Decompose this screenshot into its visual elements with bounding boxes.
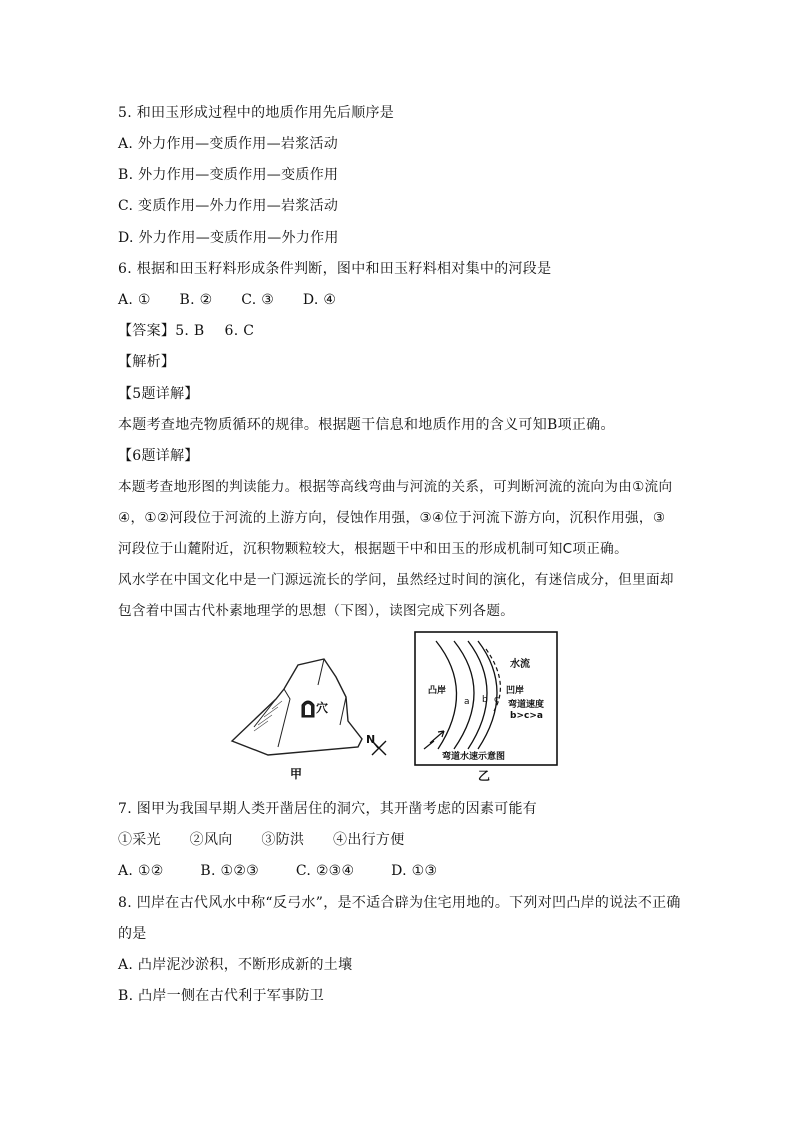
q7-factor-2: ②风向 [189,832,233,848]
detail6-line-3: 河段位于山麓附近，沉积物颗粒较大，根据题干中和田玉的形成机制可知C项正确。 [118,541,628,557]
cave-label: 穴 [316,701,329,715]
q5-option-c: C. 变质作用—外力作用—岩浆活动 [118,198,339,214]
figure-jia [228,655,398,785]
q8-option-b: B. 凸岸一侧在古代利于军事防卫 [118,988,324,1004]
q8-stem-line-1: 8. 凹岸在古代风水中称“反弓水”，是不适合辟为住宅用地的。下列对凹凸岸的说法不正确 [118,895,681,911]
q6-stem: 6. 根据和田玉籽料形成条件判断，图中和田玉籽料相对集中的河段是 [118,261,552,277]
intro-line-2: 包含着中国古代朴素地理学的思想（下图），读图完成下列各题。 [118,603,515,619]
q5-option-a: A. 外力作用—变质作用—岩浆活动 [118,136,339,152]
q7-options [118,861,437,881]
q7-factor-4: ④出行方便 [333,832,405,848]
q7-factor-1: ①采光 [118,832,161,848]
q5-option-d: D. 外力作用—变质作用—外力作用 [118,230,339,246]
q5-option-b: B. 外力作用—变质作用—变质作用 [118,167,339,183]
answer-6: 6. C [224,323,255,339]
q6-option-c: C. ③ [241,292,275,308]
q6-option-b: B. ② [179,292,213,308]
letter-a-label: a [464,697,470,707]
q8-option-a: A. 凸岸泥沙淤积，不断形成新的土壤 [118,957,353,973]
figure-yi [414,631,558,781]
north-label: N [366,733,376,746]
speed-title-label: 弯道速度 [508,700,545,710]
analysis-header: 【解析】 [118,354,176,370]
diagram-title-label: 弯道水速示意图 [442,752,506,762]
water-flow-label: 水流 [510,659,530,670]
concave-bank-label: 凹岸 [506,686,525,696]
speed-relation-label: b>c>a [510,711,543,721]
letter-b-label: b [482,695,488,705]
detail6-line-1: 本题考查地形图的判读能力。根据等高线弯曲与河流的关系，可判断河流的流向为由①流向 [118,479,673,495]
letter-c-label: c [494,695,499,705]
detail5-text: 本题考查地壳物质循环的规律。根据题干信息和地质作用的含义可知B项正确。 [118,417,615,433]
q7-option-c: C. ②③④ [295,863,355,879]
q8-stem-line-2: 的是 [118,926,147,942]
answer-5: 【答案】5. B [118,323,205,339]
mountain-illustration [228,655,398,785]
q6-option-d: D. ④ [302,292,337,308]
answer-line [118,321,274,341]
q5-stem: 5. 和田玉形成过程中的地质作用先后顺序是 [118,105,395,121]
detail5-header: 【5题详解】 [118,386,199,402]
q7-option-a: A. ①② [118,863,164,879]
q7-option-d: D. ①③ [391,863,438,879]
figure-jia-caption: 甲 [290,767,303,781]
intro-line-1: 风水学在中国文化中是一门源远流长的学问，虽然经过时间的演化，有迷信成分，但里面却 [118,572,674,588]
detail6-line-2: ④，①②河段位于河流的上游方向，侵蚀作用强，③④位于河流下游方向，沉积作用强，③ [118,510,666,526]
detail6-header: 【6题详解】 [118,448,199,464]
q7-stem: 7. 图甲为我国早期人类开凿居住的洞穴，其开凿考虑的因素可能有 [118,801,538,817]
q6-options [118,290,336,310]
q7-factor-3: ③防洪 [261,832,305,848]
figure-yi-caption: 乙 [478,769,491,783]
q6-option-a: A. ① [118,292,151,308]
convex-bank-label: 凸岸 [428,686,447,696]
q7-option-b: B. ①②③ [200,863,260,879]
q7-factors [118,830,405,850]
